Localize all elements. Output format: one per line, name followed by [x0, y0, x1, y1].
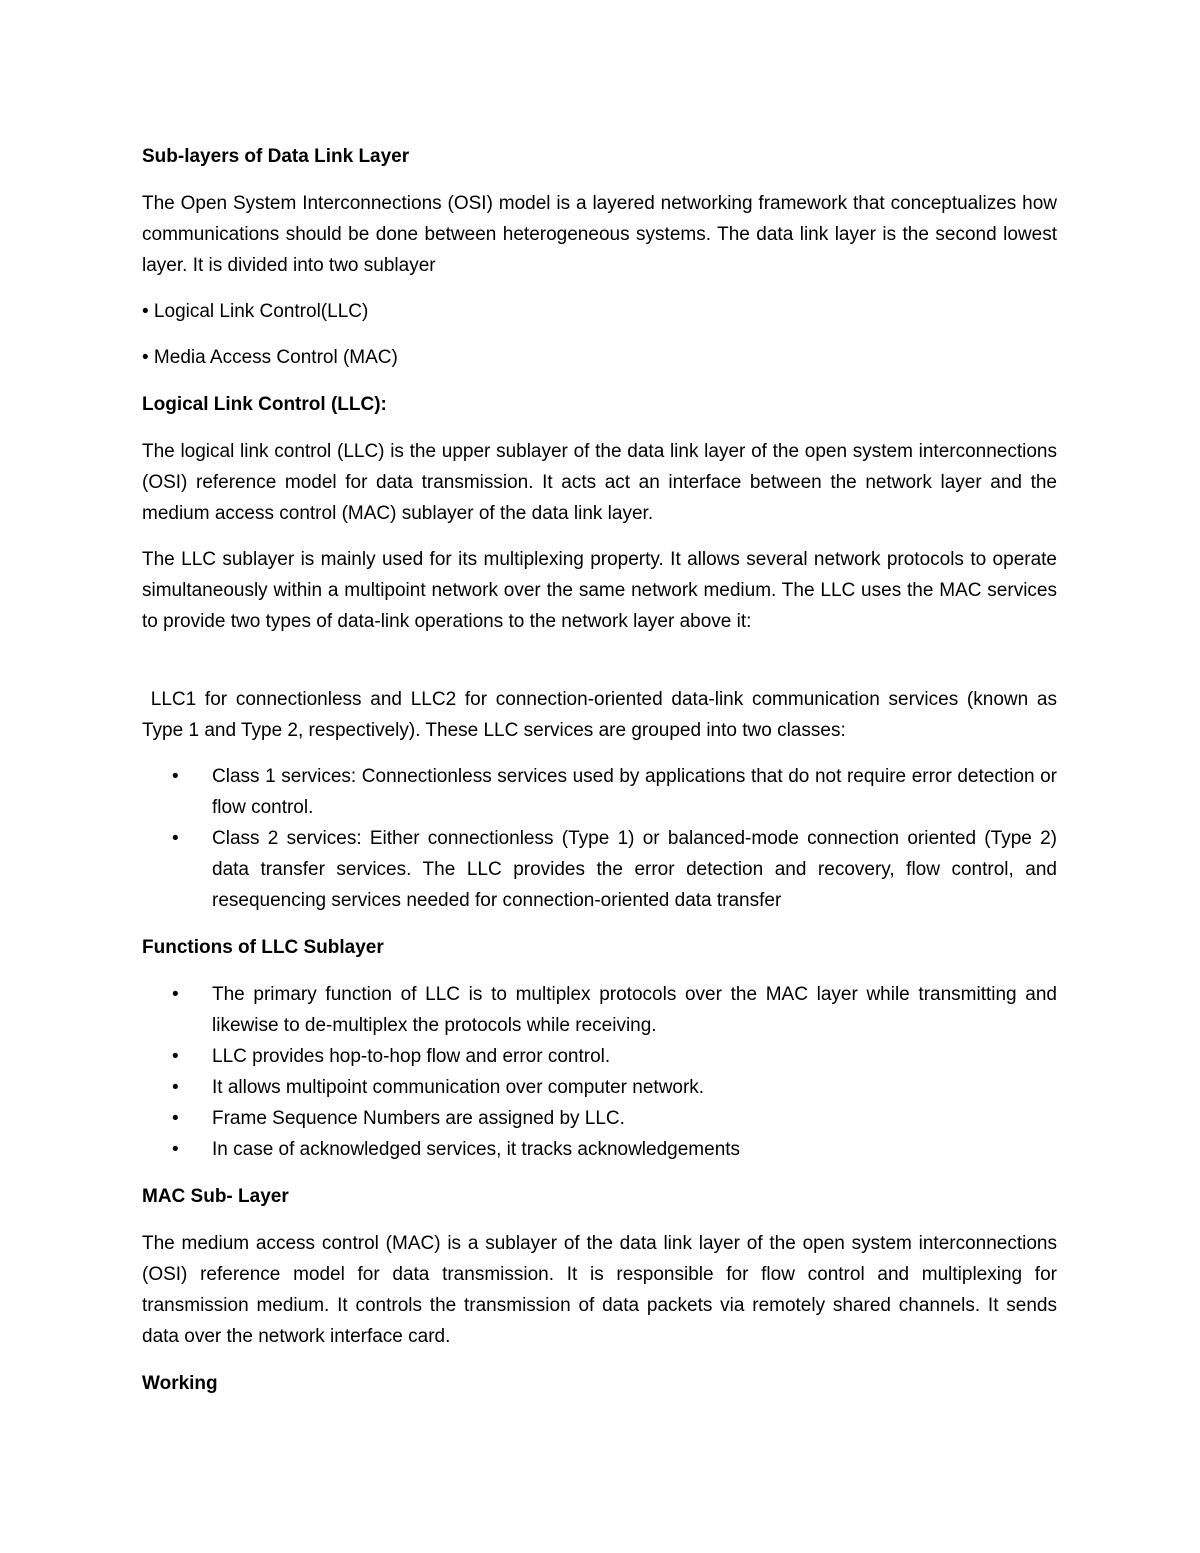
llc-paragraph-3: LLC1 for connectionless and LLC2 for connection-oriented data-link communication services (known as Type 1 and Type 2, respectively). These LLC services are grouped into two classes:: [142, 689, 1062, 741]
functions-heading: Functions of LLC Sublayer: [142, 937, 384, 958]
functions-list: [142, 979, 1057, 1165]
llc-paragraph-1: The logical link control (LLC) is the upper sublayer of the data link layer of the open system interconnections (OSI) reference model for data transmission. It acts act an interface between the network layer and the medium access control (MAC) sublayer of the data link layer.: [142, 441, 1057, 524]
list-item: • Class 2 services: Either connectionless (Type 1) or balanced-mode connection oriented (Type 2) data transfer services. The LLC provides the error detection and recovery, flow control, and resequencing services needed for connection-oriented data transfer: [142, 823, 1057, 916]
bullet-icon: •: [172, 1077, 179, 1098]
llc-heading: Logical Link Control (LLC):: [142, 394, 387, 415]
intro-paragraph: The Open System Interconnections (OSI) model is a layered networking framework that conceptualizes how communications should be done between heterogeneous systems. The data link layer is the second lowest layer. It is divided into two sublayer: [142, 193, 1057, 276]
list-item: • LLC provides hop-to-hop flow and error control.: [142, 1041, 1057, 1072]
mac-paragraph: The medium access control (MAC) is a sublayer of the data link layer of the open system interconnections (OSI) reference model for data transmission. It is responsible for flow control and multiplexing for transmission medium. It controls the transmission of data packets via remotely shared channels. It sends data over the network interface card.: [142, 1233, 1057, 1347]
list-item: • Frame Sequence Numbers are assigned by LLC.: [142, 1103, 1057, 1134]
llc-paragraph-2: The LLC sublayer is mainly used for its multiplexing property. It allows several network protocols to operate simultaneously within a multipoint network over the same network medium. The LLC uses the MAC services to provide two types of data-link operations to the network layer above it:: [142, 549, 1057, 632]
list-item: • It allows multipoint communication over computer network.: [142, 1072, 1057, 1103]
bullet-icon: •: [172, 1139, 179, 1160]
list-item: • In case of acknowledged services, it tracks acknowledgements: [142, 1134, 1057, 1165]
list-item: • Class 1 services: Connectionless services used by applications that do not require error detection or flow control.: [142, 761, 1057, 823]
bullet-icon: •: [172, 1046, 179, 1067]
bullet-icon: •: [172, 766, 179, 787]
list-item: • The primary function of LLC is to multiplex protocols over the MAC layer while transmitting and likewise to de-multiplex the protocols while receiving.: [142, 979, 1057, 1041]
mac-heading: MAC Sub- Layer: [142, 1186, 289, 1207]
bullet-icon: •: [172, 828, 179, 849]
sublayer-item-llc: • Logical Link Control(LLC): [142, 301, 369, 322]
bullet-icon: •: [172, 1108, 179, 1129]
class-list: [142, 761, 1057, 916]
working-heading: Working: [142, 1373, 218, 1394]
document-title: Sub-layers of Data Link Layer: [142, 146, 410, 167]
bullet-icon: •: [172, 984, 179, 1005]
sublayer-item-mac: • Media Access Control (MAC): [142, 347, 398, 368]
